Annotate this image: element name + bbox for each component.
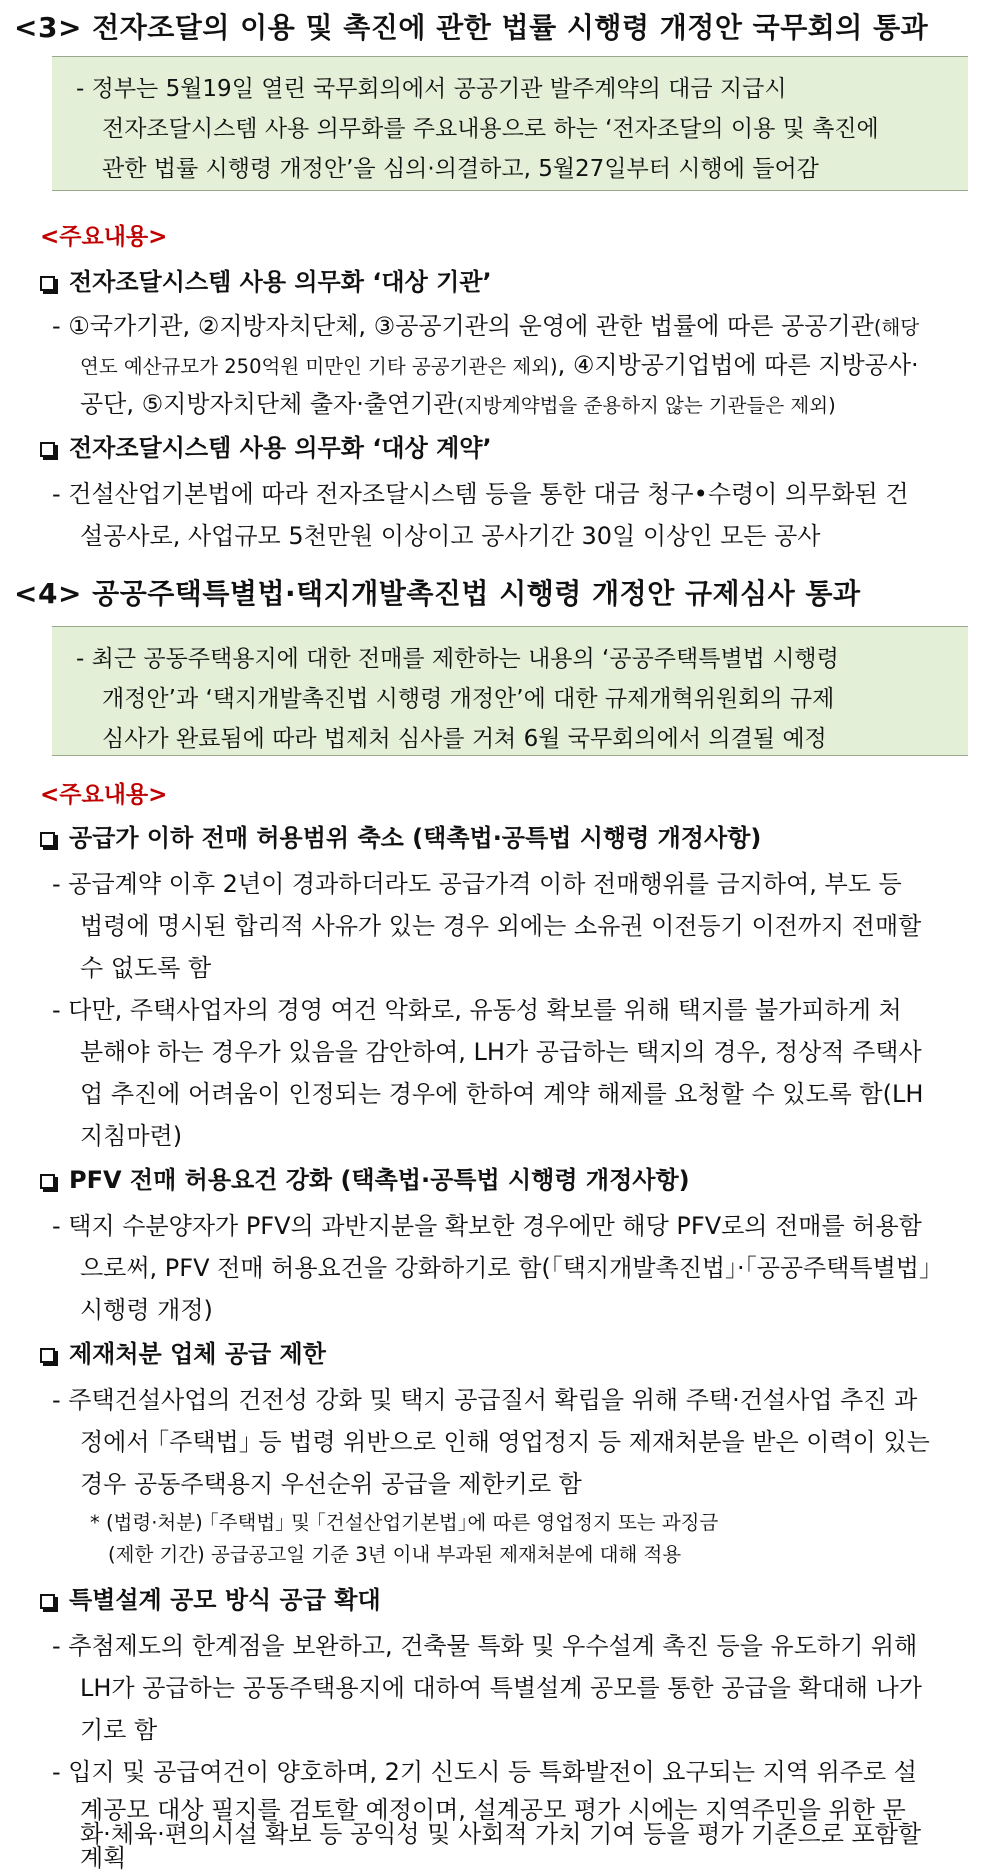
body-line: 기로 함 [80,1716,158,1744]
body-line: 계공모 대상 필지를 검토할 예정이며, 설계공모 평가 시에는 지역주민을 위한 문 [80,1796,906,1824]
section4-summary-box [52,626,968,756]
body-line: 공단, ⑤지방자치단체 출자·출연기관(지방계약법을 준용하지 않는 기관들은 제외) [80,390,836,418]
summary-line: - 정부는 5월19일 열린 국무회의에서 공공기관 발주계약의 대금 지급시 [76,76,787,102]
body-line: - 택지 수분양자가 PFV의 과반지분을 확보한 경우에만 해당 PFV로의 전매를 허용함 [52,1212,922,1240]
body-line: - 다만, 주택사업자의 경영 여건 악화로, 유동성 확보를 위해 택지를 불가피하게 처 [52,996,902,1024]
heading-text: 전자조달시스템 사용 의무화 ‘대상 기관’ [69,268,492,296]
body-line: 경우 공동주택용지 우선순위 공급을 제한키로 함 [80,1470,582,1498]
heading-text: PFV 전매 허용요건 강화 (택촉법·공특법 시행령 개정사항) [69,1166,690,1194]
footnote-line: (제한 기간) 공급공고일 기준 3년 이내 부과된 제재처분에 대해 적용 [108,1543,682,1566]
body-line: 수 없도록 함 [80,954,212,982]
body-line: - 건설산업기본법에 따라 전자조달시스템 등을 통한 대금 청구•수령이 의무화된 건 [52,480,909,508]
heading-text: 공급가 이하 전매 허용범위 축소 (택촉법·공특법 시행령 개정사항) [69,824,762,852]
main-content-label: <주요내용> [40,782,168,808]
body-line: 업 추진에 어려움이 인정되는 경우에 한하여 계약 해제를 요청할 수 있도록 함(LH [80,1080,924,1108]
heading-text: 특별설계 공모 방식 공급 확대 [69,1586,381,1614]
section3-title: <3> 전자조달의 이용 및 촉진에 관한 법률 시행령 개정안 국무회의 통과 [14,11,929,44]
body-line: - 공급계약 이후 2년이 경과하더라도 공급가격 이하 전매행위를 금지하여, 부도 등 [52,870,902,898]
square-bullet-icon [40,1348,55,1363]
square-bullet-icon [40,1594,55,1609]
body-line: 으로써, PFV 전매 허용요건을 강화하기로 함(｢택지개발촉진법｣·｢공공주택특별법｣ [80,1254,931,1282]
summary-line: - 최근 공동주택용지에 대한 전매를 제한하는 내용의 ‘공공주택특별법 시행령 [76,646,839,672]
body-line: - ①국가기관, ②지방자치단체, ③공공기관의 운영에 관한 법률에 따른 공공기관(해당 [52,312,920,340]
body-line: 연도 예산규모가 250억원 미만인 기타 공공기관은 제외), ④지방공기업법에 따른 지방공사· [80,351,919,379]
section4-heading-pfv [40,1160,690,1195]
body-line: 계획 [80,1844,127,1872]
section4-heading-resale-below-price [40,818,761,853]
body-line: 화·체육·편의시설 확보 등 공익성 및 사회적 가치 기여 등을 평가 기준으로 포함할 [80,1820,922,1848]
summary-line: 전자조달시스템 사용 의무화를 주요내용으로 하는 ‘전자조달의 이용 및 촉진에 [102,116,879,142]
square-bullet-icon [40,832,55,847]
main-content-label: <주요내용> [40,224,168,250]
body-line: 정에서 ｢주택법｣ 등 법령 위반으로 인해 영업정지 등 제재처분을 받은 이력이 있는 [80,1428,930,1456]
section4-title: <4> 공공주택특별법·택지개발촉진법 시행령 개정안 규제심사 통과 [14,577,861,610]
square-bullet-icon [40,276,55,291]
section4-heading-design-contest [40,1580,381,1615]
body-line: - 추첨제도의 한계점을 보완하고, 건축물 특화 및 우수설계 촉진 등을 유도하기 위해 [52,1632,918,1660]
section3-summary-box [52,56,968,191]
heading-text: 제재처분 업체 공급 제한 [69,1340,326,1368]
summary-line: 심사가 완료됨에 따라 법제처 심사를 거쳐 6월 국무회의에서 의결될 예정 [102,726,827,752]
body-line: 시행령 개정) [80,1296,213,1324]
body-line: 설공사로, 사업규모 5천만원 이상이고 공사기간 30일 이상인 모든 공사 [80,522,821,550]
body-line: LH가 공급하는 공동주택용지에 대하여 특별설계 공모를 통한 공급을 확대해 나가 [80,1674,922,1702]
summary-line: 개정안’과 ‘택지개발촉진법 시행령 개정안’에 대한 규제개혁위원회의 규제 [102,686,835,712]
body-line: 분해야 하는 경우가 있음을 감안하여, LH가 공급하는 택지의 경우, 정상적 주택사 [80,1038,922,1066]
section4-heading-sanctioned-firms [40,1334,326,1369]
body-line: 지침마련) [80,1122,183,1150]
square-bullet-icon [40,1174,55,1189]
body-line: 법령에 명시된 합리적 사유가 있는 경우 외에는 소유권 이전등기 이전까지 전매할 [80,912,922,940]
heading-text: 전자조달시스템 사용 의무화 ‘대상 계약’ [69,434,492,462]
summary-line: 관한 법률 시행령 개정안’을 심의·의결하고, 5월27일부터 시행에 들어감 [102,156,819,182]
section3-heading-target-agencies [40,262,492,297]
body-line: - 주택건설사업의 건전성 강화 및 택지 공급질서 확립을 위해 주택·건설사업 추진 과 [52,1386,918,1414]
footnote-line: * (법령·처분) ｢주택법｣ 및 ｢건설산업기본법｣에 따른 영업정지 또는 과징금 [90,1511,719,1534]
section3-heading-target-contracts [40,428,492,463]
square-bullet-icon [40,442,55,457]
body-line: - 입지 및 공급여건이 양호하며, 2기 신도시 등 특화발전이 요구되는 지역 위주로 설 [52,1758,917,1786]
